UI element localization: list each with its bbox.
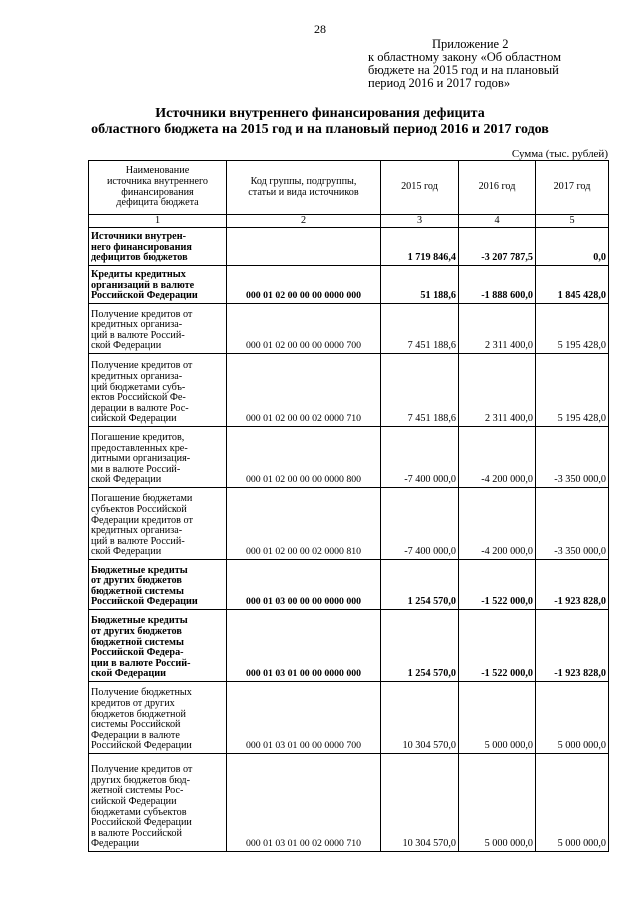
appendix-line-3: бюджете на 2015 год и на плановый	[368, 63, 559, 77]
row-value-2016: -4 200 000,0	[459, 488, 536, 560]
table-row	[89, 754, 609, 852]
row-code	[227, 228, 381, 266]
row-code: 000 01 03 01 00 00 0000 700	[227, 682, 381, 754]
row-name: Получение кредитов от кредитных организа- ций в валюте Россий- ской Федерации	[89, 304, 227, 354]
col-number: 5	[536, 215, 609, 228]
title-line-1: Источники внутреннего финансирования дефицита	[155, 106, 485, 121]
row-value-2015: 51 188,6	[381, 266, 459, 304]
row-code: 000 01 03 00 00 00 0000 000	[227, 560, 381, 610]
table-row	[89, 266, 609, 304]
row-name: Бюджетные кредиты от других бюджетов бюджетной системы Российской Федера- ции в валюте Россий- ской Федерации	[89, 610, 227, 682]
row-code: 000 01 03 01 00 00 0000 000	[227, 610, 381, 682]
row-value-2017: -1 923 828,0	[536, 560, 609, 610]
appendix-line-4: период 2016 и 2017 годов»	[368, 76, 511, 90]
row-code: 000 01 03 01 00 02 0000 710	[227, 754, 381, 852]
column-number-row	[89, 215, 609, 228]
title-line-2: областного бюджета на 2015 год и на плановый период 2016 и 2017 годов	[91, 122, 549, 137]
appendix-note	[368, 38, 618, 90]
row-value-2016: 5 000 000,0	[459, 754, 536, 852]
table-row	[89, 304, 609, 354]
header-2017: 2017 год	[536, 161, 609, 215]
header-code: Код группы, подгруппы, статьи и вида источников	[227, 161, 381, 215]
table-row	[89, 228, 609, 266]
table-row	[89, 354, 609, 427]
document-title	[0, 106, 640, 138]
row-value-2017: 5 195 428,0	[536, 354, 609, 427]
row-value-2017: -3 350 000,0	[536, 427, 609, 488]
table-row	[89, 682, 609, 754]
row-value-2015: 1 254 570,0	[381, 560, 459, 610]
header-2015: 2015 год	[381, 161, 459, 215]
row-name: Погашение бюджетами субъектов Российской Федерации кредитов от кредитных организа- ций в валюте Россий- ской Федерации	[89, 488, 227, 560]
appendix-line-2: к областному закону «Об областном	[368, 50, 561, 64]
row-value-2017: 5 000 000,0	[536, 754, 609, 852]
row-value-2015: 7 451 188,6	[381, 354, 459, 427]
row-value-2017: 5 195 428,0	[536, 304, 609, 354]
row-name: Получение бюджетных кредитов от других бюджетов бюджетной системы Российской Федерации в валюте Российской Федерации	[89, 682, 227, 754]
row-value-2017: 5 000 000,0	[536, 682, 609, 754]
row-code: 000 01 02 00 00 00 0000 800	[227, 427, 381, 488]
row-value-2015: 7 451 188,6	[381, 304, 459, 354]
row-code: 000 01 02 00 00 02 0000 710	[227, 354, 381, 427]
row-value-2015: -7 400 000,0	[381, 488, 459, 560]
col-number: 1	[89, 215, 227, 228]
row-value-2015: -7 400 000,0	[381, 427, 459, 488]
row-value-2016: -1 522 000,0	[459, 610, 536, 682]
row-value-2015: 1 254 570,0	[381, 610, 459, 682]
row-value-2017: 1 845 428,0	[536, 266, 609, 304]
row-value-2016: -3 207 787,5	[459, 228, 536, 266]
header-name: Наименование источника внутреннего финансирования дефицита бюджета	[89, 161, 227, 215]
table-row	[89, 610, 609, 682]
table-header-row	[89, 161, 609, 215]
table-row	[89, 427, 609, 488]
row-value-2016: -1 888 600,0	[459, 266, 536, 304]
table-row	[89, 488, 609, 560]
col-number: 3	[381, 215, 459, 228]
header-2016: 2016 год	[459, 161, 536, 215]
row-value-2016: 5 000 000,0	[459, 682, 536, 754]
row-value-2017: -3 350 000,0	[536, 488, 609, 560]
row-name: Получение кредитов от других бюджетов бюд- жетной системы Рос- сийской Федерации бюджетами субъектов Российской Федерации в валюте Российской Федерации	[89, 754, 227, 852]
row-name: Получение кредитов от кредитных организа- ций бюджетами субъ- ектов Российской Фе- дерации в валюте Рос- сийской Федерации	[89, 354, 227, 427]
row-value-2016: -1 522 000,0	[459, 560, 536, 610]
row-value-2015: 10 304 570,0	[381, 682, 459, 754]
col-number: 2	[227, 215, 381, 228]
row-code: 000 01 02 00 00 02 0000 810	[227, 488, 381, 560]
row-value-2015: 10 304 570,0	[381, 754, 459, 852]
page-number: 28	[314, 22, 326, 36]
row-name: Бюджетные кредиты от других бюджетов бюджетной системы Российской Федерации	[89, 560, 227, 610]
units-label: Сумма (тыс. рублей)	[511, 148, 608, 160]
row-value-2017: 0,0	[536, 228, 609, 266]
appendix-line-1: Приложение 2	[432, 37, 509, 51]
table-row	[89, 560, 609, 610]
row-name: Источники внутрен- него финансирования дефицитов бюджетов	[89, 228, 227, 266]
col-number: 4	[459, 215, 536, 228]
row-code: 000 01 02 00 00 00 0000 700	[227, 304, 381, 354]
row-value-2016: -4 200 000,0	[459, 427, 536, 488]
row-value-2017: -1 923 828,0	[536, 610, 609, 682]
row-value-2016: 2 311 400,0	[459, 354, 536, 427]
row-code: 000 01 02 00 00 00 0000 000	[227, 266, 381, 304]
row-name: Погашение кредитов, предоставленных кре- дитными организация- ми в валюте Россий- ской Федерации	[89, 427, 227, 488]
row-value-2015: 1 719 846,4	[381, 228, 459, 266]
row-value-2016: 2 311 400,0	[459, 304, 536, 354]
financing-sources-table	[88, 160, 609, 852]
row-name: Кредиты кредитных организаций в валюте Российской Федерации	[89, 266, 227, 304]
